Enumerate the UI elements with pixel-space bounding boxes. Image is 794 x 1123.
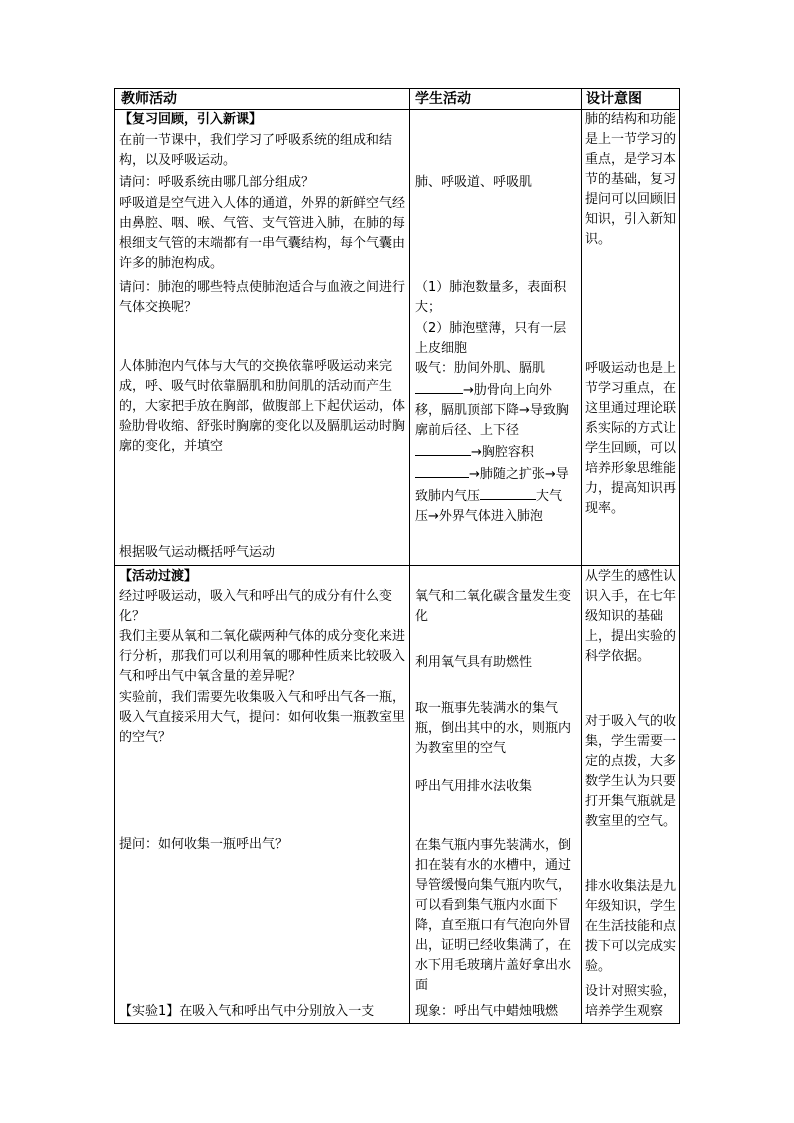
section2-student-answer4: 呼出气用排水法收集 bbox=[415, 779, 533, 794]
header-intent: 设计意图 bbox=[586, 91, 642, 107]
section2-teacher-collect: 实验前，我们需要先收集吸入气和呼出气各一瓶，吸入气直接采用大气，提问：如何收集一瓶教室里的空气？ bbox=[119, 690, 406, 745]
inhale-text-2: →肋骨向上向外移，膈肌顶部下降→导致胸廓前后径、上下径 bbox=[415, 383, 569, 438]
section2-intent-3: 排水收集法是九年级知识，学生在生活技能和点拨下可以完成实验。 bbox=[585, 879, 677, 974]
section1-student-answer2a: （1）肺泡数量多，表面积大； bbox=[415, 280, 567, 315]
header-student: 学生活动 bbox=[415, 91, 471, 107]
section1-teacher-airway: 呼吸道是空气进入人体的通道，外界的新鲜空气经由鼻腔、咽、喉、气管、支气管进入肺，在肺的每根细支气管的末端都有一串气囊结构，每个气囊由许多的肺泡构成。 bbox=[119, 196, 406, 271]
inhale-text-5: 大气压→外界气体进入肺泡 bbox=[415, 489, 563, 524]
inhale-text-4: →肺随之扩张→导致肺内气压 bbox=[415, 467, 569, 504]
fill-blank bbox=[480, 485, 536, 500]
column-divider bbox=[409, 89, 410, 1023]
row-divider bbox=[115, 565, 679, 566]
inhale-text-3: →胸腔容积 bbox=[471, 445, 534, 460]
section2-teacher-experiment1: 【实验1】在吸入气和呼出气中分别放入一支 bbox=[119, 1004, 375, 1019]
section2-teacher-analysis: 我们主要从氧和二氧化碳两种气体的成分变化来进行分析，那我们可以利用氧的哪种性质来比较吸入气和呼出气中氧含量的差异呢？ bbox=[119, 629, 406, 684]
lesson-plan-table bbox=[114, 88, 680, 1024]
section2-student-answer6: 现象：呼出气中蜡烛哦燃 bbox=[415, 1004, 559, 1019]
section2-student-answer2: 利用氧气具有助燃性 bbox=[415, 655, 533, 670]
section1-student-answer2b: （2）肺泡壁薄，只有一层上皮细胞 bbox=[415, 321, 567, 356]
section1-teacher-exchange: 人体肺泡内气体与大气的交换依靠呼吸运动来完成，呼、吸气时依靠膈肌和肋间肌的活动而产生的，大家把手放在胸部，做腹部上下起伏运动，体验肋骨收缩、舒张时胸廓的变化以及膈肌运动时胸廓的变化，并填空 bbox=[119, 359, 406, 454]
section1-teacher-question2: 请问：肺泡的哪些特点使肺泡适合与血液之间进行气体交换呢？ bbox=[119, 280, 406, 315]
section1-teacher-intro: 在前一节课中，我们学习了呼吸系统的组成和结构，以及呼吸运动。 bbox=[119, 133, 393, 168]
section1-teacher-exhale: 根据吸气运动概括呼气运动 bbox=[119, 545, 276, 560]
inhale-text-1: 吸气：肋间外肌、膈肌 bbox=[415, 361, 546, 376]
section2-teacher-question-exhale: 提问：如何收集一瓶呼出气？ bbox=[119, 837, 289, 852]
section2-student-answer3: 取一瓶事先装满水的集气瓶，倒出其中的水，则瓶内为教室里的空气 bbox=[415, 701, 572, 756]
section2-title: 【活动过渡】 bbox=[119, 569, 198, 584]
fill-blank bbox=[415, 379, 463, 394]
section1-student-inhale bbox=[415, 359, 573, 527]
section2-teacher-question1: 经过呼吸运动，吸入气和呼出气的成分有什么变化？ bbox=[119, 589, 393, 624]
header-teacher: 教师活动 bbox=[121, 91, 177, 107]
section1-student-answer1: 肺、呼吸道、呼吸肌 bbox=[415, 175, 533, 190]
section1-intent-1: 肺的结构和功能是上一节学习的重点，是学习本节的基础，复习提问可以回顾旧知识，引入新知识。 bbox=[585, 112, 677, 247]
section2-intent-2: 对于吸入气的收集，学生需要一定的点拨，大多数学生认为只要打开集气瓶就是教室里的空气。 bbox=[585, 714, 677, 829]
section2-student-answer1: 氧气和二氧化碳含量发生变化 bbox=[415, 589, 572, 624]
section2-intent-1: 从学生的感性认识入手，在七年级知识的基础上，提出实验的科学依据。 bbox=[585, 569, 677, 664]
section1-title: 【复习回顾，引入新课】 bbox=[119, 112, 263, 127]
fill-blank bbox=[415, 463, 469, 478]
section1-intent-2: 呼吸运动也是上节学习重点，在这里通过理论联系实际的方式让学生回顾，可以培养形象思维能力，提高知识再现率。 bbox=[585, 361, 677, 516]
column-divider bbox=[581, 89, 582, 1023]
section2-intent-4: 设计对照实验，培养学生观察 bbox=[585, 984, 677, 1019]
section2-student-answer5: 在集气瓶内事先装满水，倒扣在装有水的水槽中，通过导管缓慢向集气瓶内吹气，可以看到集气瓶内水面下降，直至瓶口有气泡向外冒出，证明已经收集满了，在水下用毛玻璃片盖好拿出水面 bbox=[415, 838, 572, 993]
fill-blank bbox=[415, 441, 471, 456]
section1-teacher-question1: 请问：呼吸系统由哪几部分组成？ bbox=[119, 175, 315, 190]
